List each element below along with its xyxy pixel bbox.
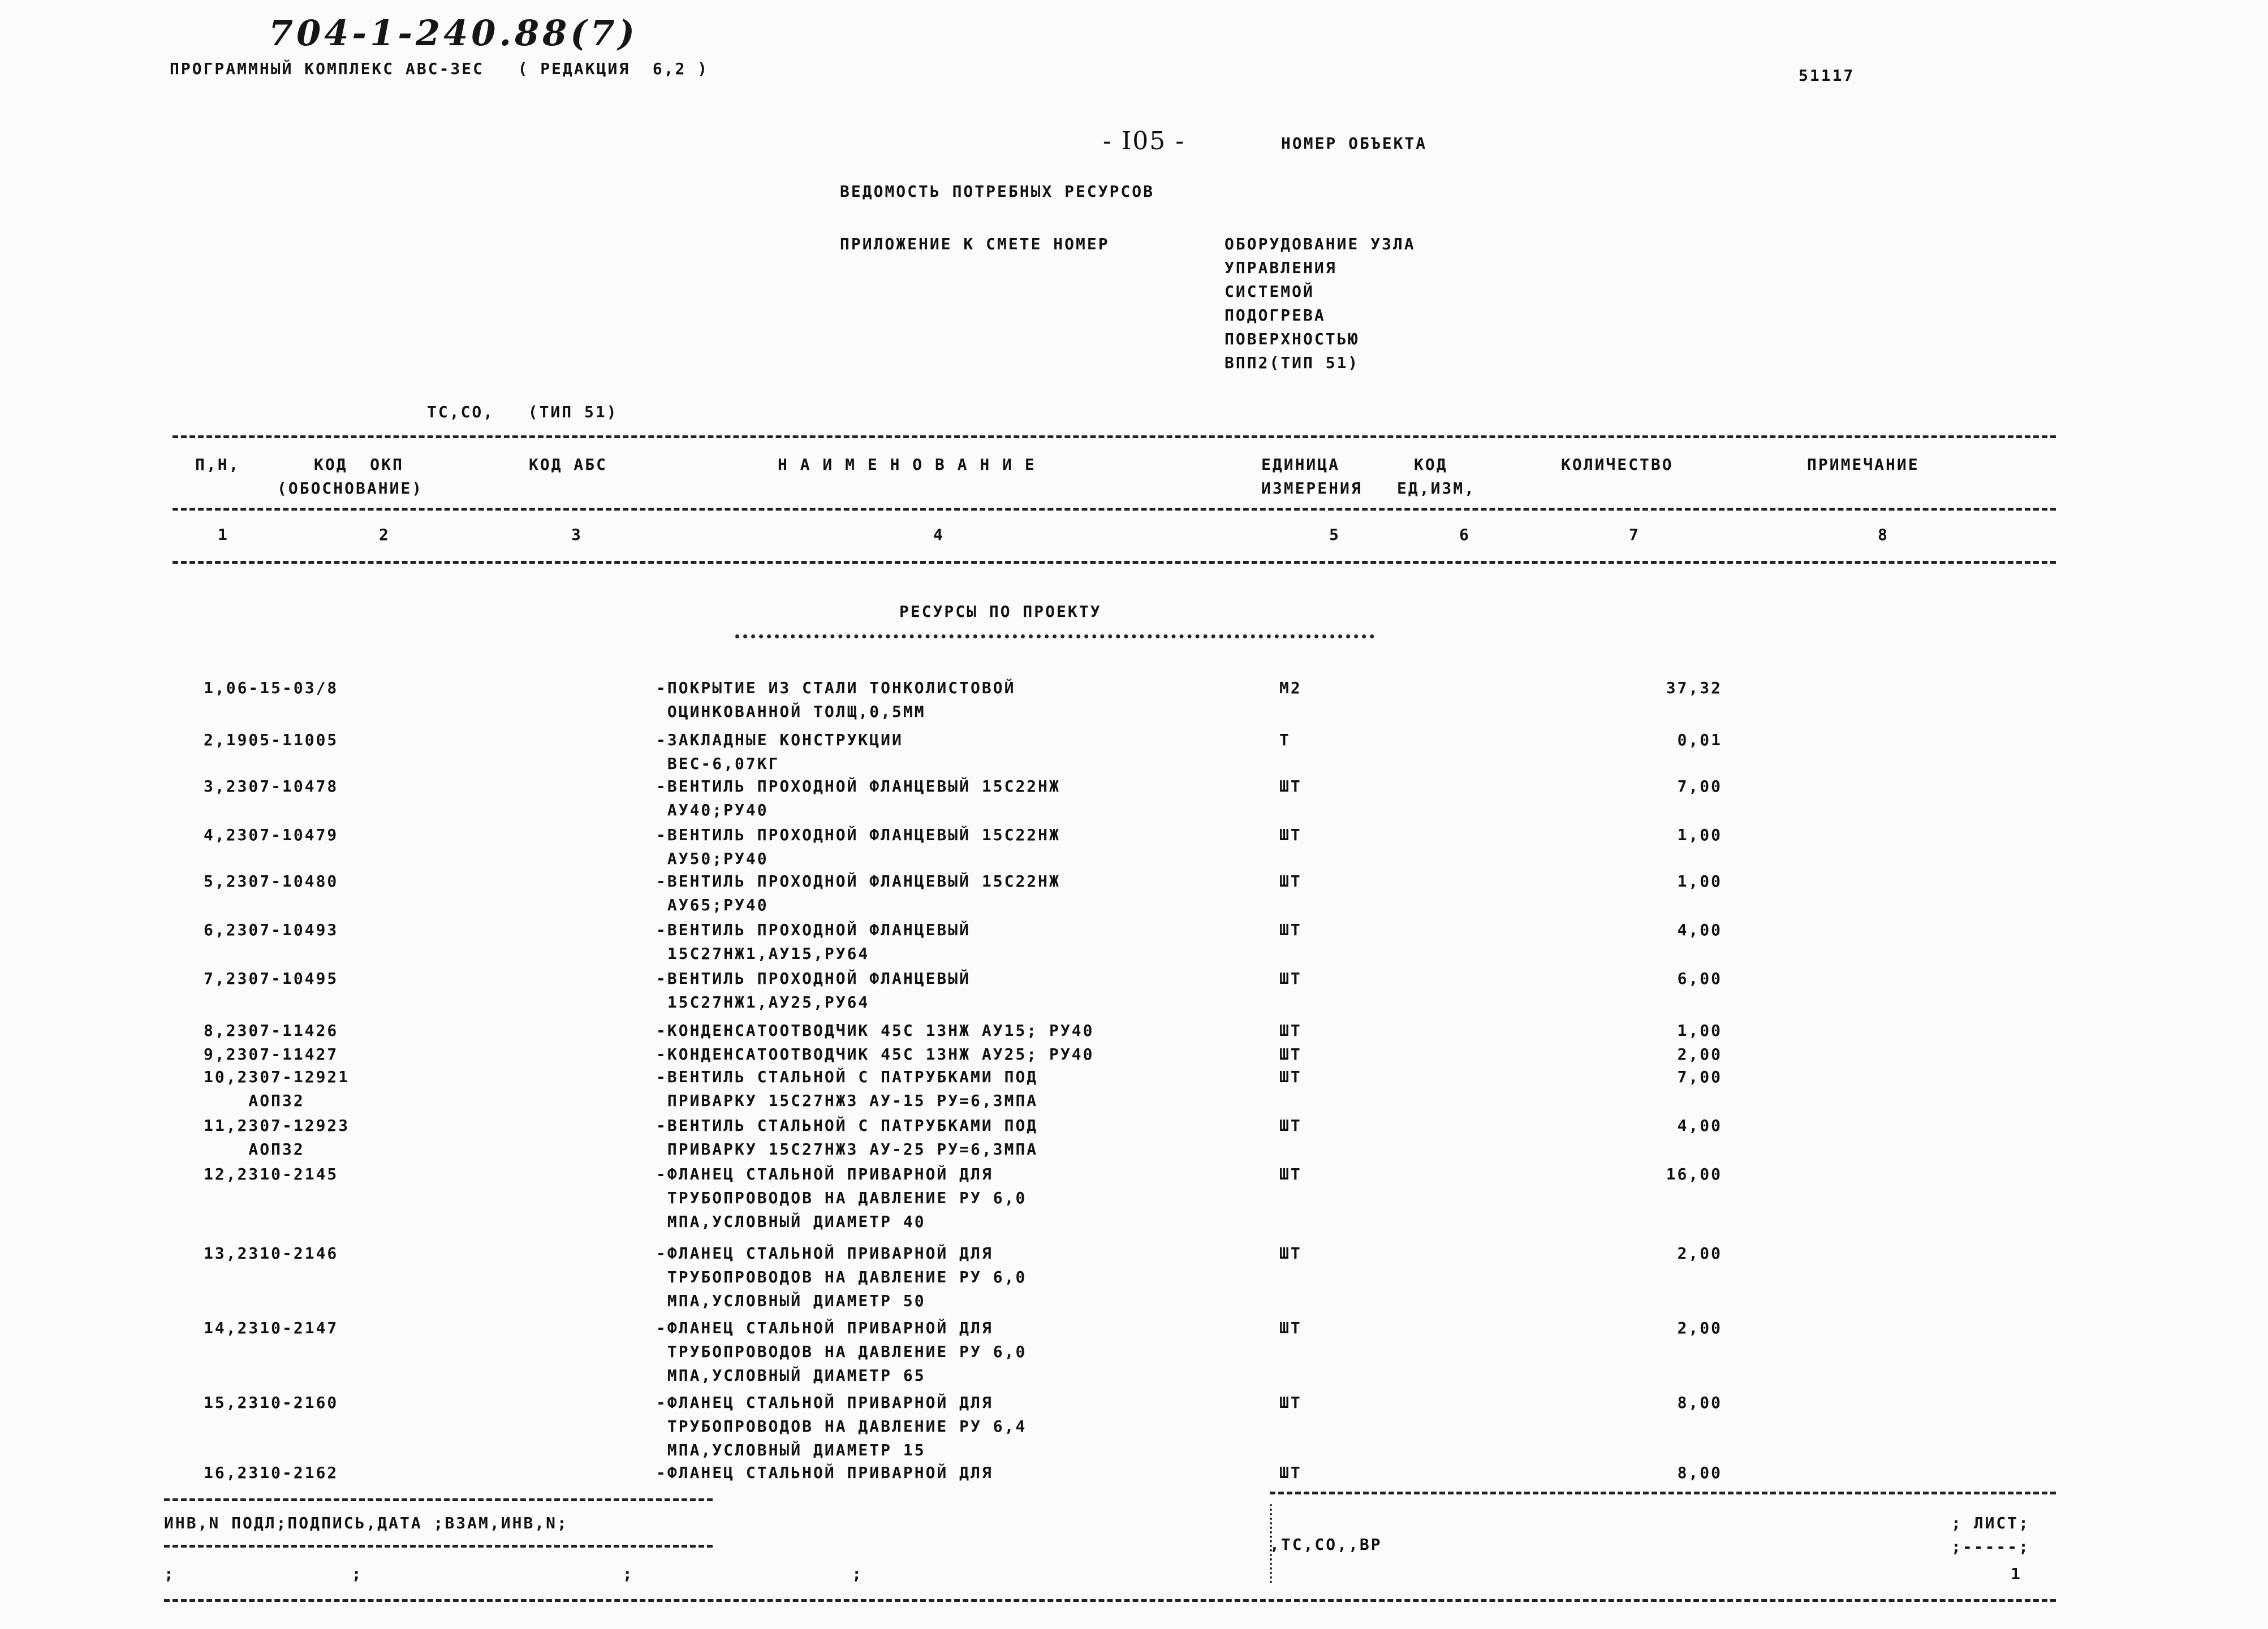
- handwritten-code: 704-1-240.88(7): [269, 12, 639, 54]
- row-code: 15,2310-2160: [204, 1393, 339, 1412]
- tc-type-label: ТС,СО, (ТИП 51): [427, 403, 618, 421]
- row-code: 4,2307-10479: [204, 826, 339, 844]
- page-number: - I05 -: [1103, 127, 1185, 155]
- row-code-suffix: АОП32: [204, 1091, 305, 1110]
- appendix-line: ВПП2(ТИП 51): [1224, 353, 1360, 372]
- rule-body-top: [173, 561, 2056, 564]
- program-line: ПРОГРАММНЫЙ КОМПЛЕКС АВС-3ЕС ( РЕДАКЦИЯ 6,2 ): [170, 59, 709, 78]
- row-name-continuation: АУ40;РУ40: [656, 801, 769, 819]
- row-name: -КОНДЕНСАТООТВОДЧИК 45С 13НЖ АУ25; РУ40: [656, 1045, 1094, 1064]
- row-quantity: 8,00: [1677, 1463, 1722, 1482]
- row-name: -ВЕНТИЛЬ СТАЛЬНОЙ С ПАТРУБКАМИ ПОД: [656, 1116, 1038, 1135]
- col-header-pn: П,Н,: [195, 455, 240, 474]
- table-row: [0, 1068, 2268, 1110]
- row-quantity: 2,00: [1677, 1045, 1722, 1064]
- appendix-line: УПРАВЛЕНИЯ: [1224, 258, 1337, 277]
- table-row: [0, 679, 2268, 721]
- table-row: [0, 731, 2268, 773]
- table-row: [0, 1045, 2268, 1068]
- row-quantity: 0,01: [1677, 731, 1722, 749]
- tc-code: ,ТС,СО,,ВР: [1270, 1535, 1382, 1554]
- row-name: -ФЛАНЕЦ СТАЛЬНОЙ ПРИВАРНОЙ ДЛЯ: [656, 1393, 993, 1412]
- col-header-abc: КОД АБС: [529, 455, 608, 474]
- table-row: [0, 1319, 2268, 1385]
- row-quantity: 37,32: [1666, 679, 1722, 697]
- col-header-okp-sub: (ОБОСНОВАНИЕ): [277, 479, 424, 498]
- col-header-code-sub: ЕД,ИЗМ,: [1397, 479, 1476, 498]
- row-unit: М2: [1279, 679, 1302, 697]
- row-code: 5,2307-10480: [204, 872, 339, 891]
- col-header-note: ПРИМЕЧАНИЕ: [1807, 455, 1920, 474]
- object-number-label: НОМЕР ОБЪЕКТА: [1281, 134, 1428, 153]
- col-number: 7: [1629, 525, 1640, 544]
- row-name: -ВЕНТИЛЬ ПРОХОДНОЙ ФЛАНЦЕВЫЙ 15С22НЖ: [656, 826, 1060, 844]
- row-name-continuation: ВЕС-6,07КГ: [656, 754, 780, 773]
- row-name-continuation: ТРУБОПРОВОДОВ НА ДАВЛЕНИЕ РУ 6,0: [656, 1268, 1027, 1286]
- row-name-continuation: МПА,УСЛОВНЫЙ ДИАМЕТР 15: [656, 1441, 926, 1459]
- row-code: 10,2307-12921: [204, 1068, 350, 1086]
- rule-stamp-mid-left: [164, 1545, 713, 1548]
- col-header-name: Н А И М Е Н О В А Н И Е: [778, 455, 1036, 474]
- col-number: 3: [571, 525, 583, 544]
- row-quantity: 2,00: [1677, 1319, 1722, 1337]
- table-row: [0, 1165, 2268, 1231]
- col-number: 5: [1329, 525, 1340, 544]
- table-row: [0, 872, 2268, 914]
- row-name-continuation: 15С27НЖ1,АУ25,РУ64: [656, 993, 870, 1012]
- row-unit: Т: [1279, 731, 1291, 749]
- row-code: 3,2307-10478: [204, 777, 339, 796]
- stamp-divider: [1270, 1504, 1272, 1583]
- row-code: 9,2307-11427: [204, 1045, 339, 1064]
- row-quantity: 4,00: [1677, 921, 1722, 939]
- row-quantity: 6,00: [1677, 969, 1722, 988]
- table-row: [0, 1393, 2268, 1459]
- row-quantity: 2,00: [1677, 1244, 1722, 1263]
- row-quantity: 7,00: [1677, 777, 1722, 796]
- row-code: 6,2307-10493: [204, 921, 339, 939]
- row-name-continuation: АУ65;РУ40: [656, 896, 769, 914]
- appendix-line: СИСТЕМОЙ: [1224, 282, 1314, 301]
- row-unit: ШТ: [1279, 1319, 1302, 1337]
- row-name-continuation: МПА,УСЛОВНЫЙ ДИАМЕТР 40: [656, 1212, 926, 1231]
- row-name-continuation: ТРУБОПРОВОДОВ НА ДАВЛЕНИЕ РУ 6,0: [656, 1342, 1027, 1361]
- table-row: [0, 1463, 2268, 1486]
- row-name-continuation: ПРИВАРКУ 15С27НЖ3 АУ-25 РУ=6,3МПА: [656, 1140, 1038, 1159]
- col-number: 4: [933, 525, 945, 544]
- row-name-continuation: МПА,УСЛОВНЫЙ ДИАМЕТР 65: [656, 1366, 926, 1385]
- rule-mid: [173, 508, 2056, 511]
- row-code: 1,06-15-03/8: [204, 679, 339, 697]
- row-quantity: 16,00: [1666, 1165, 1722, 1183]
- document-number: 51117: [1799, 66, 1855, 85]
- row-unit: ШТ: [1279, 1068, 1302, 1086]
- row-quantity: 8,00: [1677, 1393, 1722, 1412]
- table-row: [0, 1116, 2268, 1159]
- section-underline: [735, 634, 1374, 638]
- row-name: -ФЛАНЕЦ СТАЛЬНОЙ ПРИВАРНОЙ ДЛЯ: [656, 1244, 993, 1263]
- row-quantity: 1,00: [1677, 1021, 1722, 1040]
- row-code: 7,2307-10495: [204, 969, 339, 988]
- rule-top: [173, 435, 2056, 438]
- row-name: -ЗАКЛАДНЫЕ КОНСТРУКЦИИ: [656, 731, 903, 749]
- row-code-suffix: АОП32: [204, 1140, 305, 1159]
- col-header-code: КОД: [1414, 455, 1448, 474]
- row-unit: ШТ: [1279, 1045, 1302, 1064]
- row-quantity: 1,00: [1677, 826, 1722, 844]
- row-unit: ШТ: [1279, 777, 1302, 796]
- table-row: [0, 1244, 2268, 1310]
- col-header-unit-sub: ИЗМЕРЕНИЯ: [1261, 479, 1362, 498]
- table-row: [0, 777, 2268, 819]
- row-unit: ШТ: [1279, 1116, 1302, 1135]
- stamp-blanks: ; ; ; ;: [164, 1565, 873, 1583]
- row-name: -ВЕНТИЛЬ ПРОХОДНОЙ ФЛАНЦЕВЫЙ: [656, 921, 971, 939]
- row-name: -ВЕНТИЛЬ ПРОХОДНОЙ ФЛАНЦЕВЫЙ 15С22НЖ: [656, 777, 1060, 796]
- col-number: 1: [218, 525, 229, 544]
- row-name: -ФЛАНЕЦ СТАЛЬНОЙ ПРИВАРНОЙ ДЛЯ: [656, 1463, 993, 1482]
- row-quantity: 7,00: [1677, 1068, 1722, 1086]
- row-name-continuation: ОЦИНКОВАННОЙ ТОЛЩ,0,5ММ: [656, 702, 926, 721]
- row-code: 8,2307-11426: [204, 1021, 339, 1040]
- row-code: 2,1905-11005: [204, 731, 339, 749]
- row-name: -ФЛАНЕЦ СТАЛЬНОЙ ПРИВАРНОЙ ДЛЯ: [656, 1165, 993, 1183]
- row-unit: ШТ: [1279, 872, 1302, 891]
- row-name-continuation: МПА,УСЛОВНЫЙ ДИАМЕТР 50: [656, 1291, 926, 1310]
- sheet-separator: ;-----;: [1951, 1537, 2030, 1556]
- row-name-continuation: АУ50;РУ40: [656, 849, 769, 868]
- row-name: -ВЕНТИЛЬ СТАЛЬНОЙ С ПАТРУБКАМИ ПОД: [656, 1068, 1038, 1086]
- col-header-unit: ЕДИНИЦА: [1261, 455, 1340, 474]
- table-row: [0, 921, 2268, 963]
- row-code: 12,2310-2145: [204, 1165, 339, 1183]
- sheet-label: ; ЛИСТ;: [1951, 1514, 2030, 1532]
- section-title: РЕСУРСЫ ПО ПРОЕКТУ: [899, 602, 1102, 621]
- row-quantity: 1,00: [1677, 872, 1722, 891]
- table-row: [0, 1021, 2268, 1044]
- appendix-line: ОБОРУДОВАНИЕ УЗЛА: [1224, 235, 1416, 253]
- row-name: -КОНДЕНСАТООТВОДЧИК 45С 13НЖ АУ15; РУ40: [656, 1021, 1094, 1040]
- row-unit: ШТ: [1279, 1021, 1302, 1040]
- col-header-okp: КОД ОКП: [314, 455, 404, 474]
- rule-bottom: [164, 1599, 2056, 1602]
- document-title: ВЕДОМОСТЬ ПОТРЕБНЫХ РЕСУРСОВ: [840, 182, 1155, 201]
- rule-stamp-top-right: [1270, 1492, 2056, 1494]
- appendix-line: ПОДОГРЕВА: [1224, 306, 1326, 325]
- row-name-continuation: ТРУБОПРОВОДОВ НА ДАВЛЕНИЕ РУ 6,0: [656, 1189, 1027, 1207]
- row-code: 16,2310-2162: [204, 1463, 339, 1482]
- row-code: 13,2310-2146: [204, 1244, 339, 1263]
- rule-stamp-top-left: [164, 1498, 713, 1501]
- appendix-line: ПОВЕРХНОСТЬЮ: [1224, 330, 1360, 348]
- stamp-headers: ИНВ,N ПОДЛ;ПОДПИСЬ,ДАТА ;ВЗАМ,ИНВ,N;: [164, 1514, 568, 1532]
- appendix-label: ПРИЛОЖЕНИЕ К СМЕТЕ НОМЕР: [840, 235, 1110, 253]
- row-name: -ВЕНТИЛЬ ПРОХОДНОЙ ФЛАНЦЕВЫЙ 15С22НЖ: [656, 872, 1060, 891]
- row-quantity: 4,00: [1677, 1116, 1722, 1135]
- col-number: 6: [1459, 525, 1471, 544]
- col-header-quantity: КОЛИЧЕСТВО: [1561, 455, 1674, 474]
- row-name: -ВЕНТИЛЬ ПРОХОДНОЙ ФЛАНЦЕВЫЙ: [656, 969, 971, 988]
- table-row: [0, 969, 2268, 1012]
- row-unit: ШТ: [1279, 969, 1302, 988]
- row-name-continuation: ТРУБОПРОВОДОВ НА ДАВЛЕНИЕ РУ 6,4: [656, 1417, 1027, 1436]
- row-code: 11,2307-12923: [204, 1116, 350, 1135]
- row-name: -ПОКРЫТИЕ ИЗ СТАЛИ ТОНКОЛИСТОВОЙ: [656, 679, 1016, 697]
- row-unit: ШТ: [1279, 1165, 1302, 1183]
- row-unit: ШТ: [1279, 1393, 1302, 1412]
- row-unit: ШТ: [1279, 826, 1302, 844]
- row-name: -ФЛАНЕЦ СТАЛЬНОЙ ПРИВАРНОЙ ДЛЯ: [656, 1319, 993, 1337]
- row-name-continuation: 15С27НЖ1,АУ15,РУ64: [656, 944, 870, 963]
- row-code: 14,2310-2147: [204, 1319, 339, 1337]
- row-unit: ШТ: [1279, 1463, 1302, 1482]
- row-unit: ШТ: [1279, 921, 1302, 939]
- row-unit: ШТ: [1279, 1244, 1302, 1263]
- table-row: [0, 826, 2268, 868]
- col-number: 8: [1878, 525, 1889, 544]
- row-name-continuation: ПРИВАРКУ 15С27НЖ3 АУ-15 РУ=6,3МПА: [656, 1091, 1038, 1110]
- col-number: 2: [379, 525, 390, 544]
- sheet-number: 1: [2011, 1565, 2022, 1583]
